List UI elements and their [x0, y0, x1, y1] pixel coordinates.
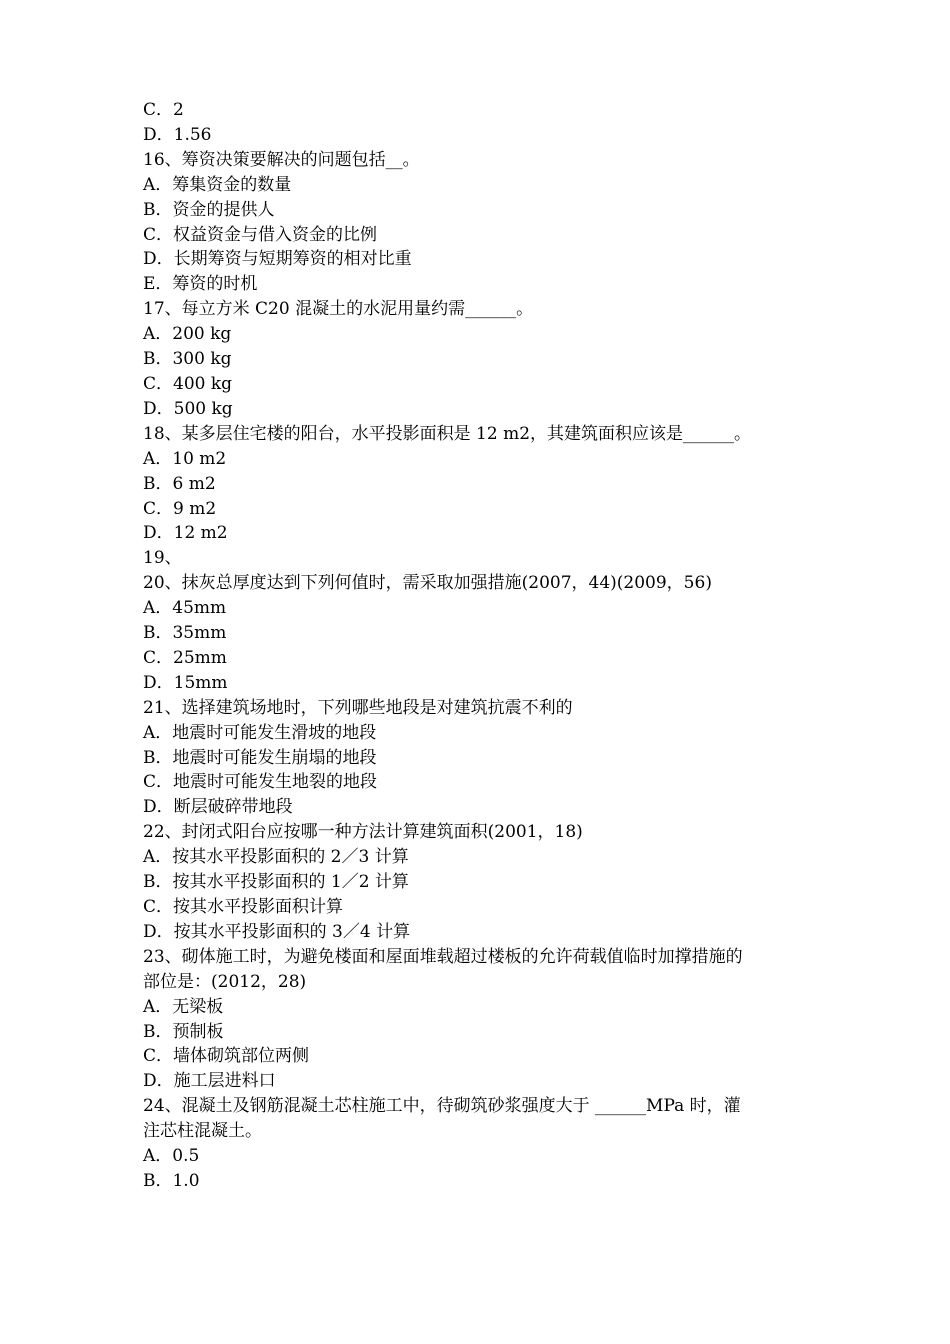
option-line: B．300 kg: [143, 349, 232, 370]
option-line: D．按其水平投影面积的 3／4 计算: [143, 921, 411, 942]
option-line: D．15mm: [143, 672, 228, 693]
question-24-continued: 注芯柱混凝土。: [143, 1121, 262, 1142]
option-line: A．无梁板: [143, 996, 224, 1017]
option-line: D．长期筹资与短期筹资的相对比重: [143, 249, 412, 270]
option-line: A．45mm: [143, 598, 227, 619]
question-18: 18、某多层住宅楼的阳台，水平投影面积是 12 m2，其建筑面积应该是______。: [143, 423, 752, 444]
option-line: E．筹资的时机: [143, 274, 258, 295]
option-line: C．9 m2: [143, 498, 217, 519]
option-line: A．10 m2: [143, 448, 227, 469]
question-20: 20、抹灰总厚度达到下列何值时，需采取加强措施(2007，44)(2009，56): [143, 573, 712, 594]
document-page: [143, 98, 813, 1194]
question-24: 24、混凝土及钢筋混凝土芯柱施工中，待砌筑砂浆强度大于 ______MPa 时，灌: [143, 1096, 741, 1117]
option-line: A．地震时可能发生滑坡的地段: [143, 722, 377, 743]
option-line: B．地震时可能发生崩塌的地段: [143, 747, 377, 768]
option-line: A．按其水平投影面积的 2／3 计算: [143, 847, 409, 868]
option-line: C．权益资金与借入资金的比例: [143, 224, 378, 245]
option-line: C．墙体砌筑部位两侧: [143, 1046, 310, 1067]
option-line: C．400 kg: [143, 373, 233, 394]
option-line: C．地震时可能发生地裂的地段: [143, 772, 378, 793]
question-19: 19、: [143, 548, 182, 569]
question-16: 16、筹资决策要解决的问题包括__。: [143, 149, 420, 170]
option-line: C．按其水平投影面积计算: [143, 897, 344, 917]
question-23: 23、砌体施工时，为避免楼面和屋面堆载超过楼板的允许荷载值临时加撑措施的: [143, 946, 743, 967]
option-line: B．35mm: [143, 623, 227, 644]
option-line: B．1.0: [143, 1170, 200, 1191]
question-21: 21、选择建筑场地时，下列哪些地段是对建筑抗震不利的: [143, 697, 573, 718]
option-line: A．0.5: [143, 1146, 200, 1167]
option-line: B．资金的提供人: [143, 199, 275, 220]
option-line: B．预制板: [143, 1021, 224, 1042]
option-line: D．施工层进料口: [143, 1071, 276, 1092]
option-line: D．断层破碎带地段: [143, 797, 293, 818]
option-line: B．6 m2: [143, 473, 216, 494]
option-line: D．12 m2: [143, 523, 228, 544]
question-22: 22、封闭式阳台应按哪一种方法计算建筑面积(2001，18): [143, 822, 583, 843]
option-line: D．500 kg: [143, 398, 233, 419]
text-line: D．1.56: [143, 124, 212, 145]
option-line: A．200 kg: [143, 324, 232, 345]
text-line: C．2: [143, 100, 184, 120]
question-17: 17、每立方米 C20 混凝土的水泥用量约需______。: [143, 299, 534, 320]
option-line: C．25mm: [143, 647, 227, 668]
option-line: A．筹集资金的数量: [143, 174, 292, 195]
question-23-continued: 部位是：(2012，28): [143, 971, 307, 992]
option-line: B．按其水平投影面积的 1／2 计算: [143, 872, 409, 893]
